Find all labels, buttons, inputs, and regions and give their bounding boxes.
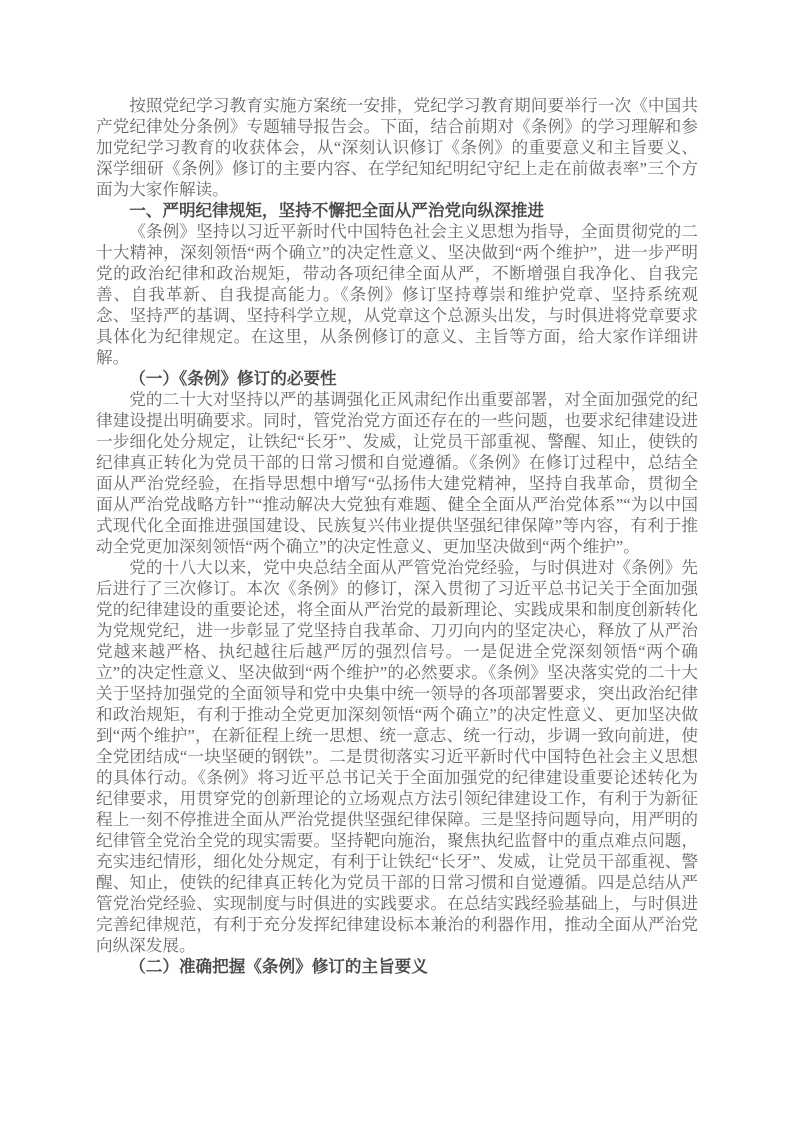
heading-section-1: 一、严明纪律规矩，坚持不懈把全面从严治党向纵深推进: [129, 201, 545, 220]
heading-subsection-1-2: （二）准确把握《条例》修订的主旨要义: [129, 957, 428, 976]
paragraph-intro: 按照党纪学习教育实施方案统一安排，党纪学习教育期间要举行一次《中国共产党纪律处分条例》专题辅导报告会。下面，结合前期对《条例》的学习理解和参加党纪学习教育的收获体会，从“深刻认识修订《条例》的重要意义和主旨要义、深学细研《条例》修订的主要内容、在学纪知纪明纪守纪上走在前做表率”三个方面为大家作解读。: [96, 96, 698, 199]
heading-subsection-1-1: （一）《条例》修订的必要性: [129, 369, 337, 388]
document-body: [96, 95, 698, 977]
paragraph-necessity-1: 党的二十大对坚持以严的基调强化正风肃纪作出重要部署，对全面加强党的纪律建设提出明确要求。同时，管党治党方面还存在的一些问题，也要求纪律建设进一步细化处分规定，让铁纪“长牙”、发威，让党员干部重视、警醒、知止，使铁的纪律真正转化为党员干部的日常习惯和自觉遵循。《条例》在修订过程中，总结全面从严治党经验，在指导思想中增写“弘扬伟大建党精神，坚持自我革命，贯彻全面从严治党战略方针”“推动解决大党独有难题、健全全面从严治党体系”“为以中国式现代化全面推进强国建设、民族复兴伟业提供坚强纪律保障”等内容，有利于推动全党更加深刻领悟“两个确立”的决定性意义、更加坚决做到“两个维护”。: [96, 390, 698, 556]
paragraph-necessity-2: 党的十八大以来，党中央总结全面从严管党治党经验，与时俱进对《条例》先后进行了三次修订。本次《条例》的修订，深入贯彻了习近平总书记关于全面加强党的纪律建设的重要论述，将全面从严治党的最新理论、实践成果和制度创新转化为党规党纪，进一步彰显了党坚持自我革命、刀刃向内的坚定决心，释放了从严治党越来越严格、执纪越往后越严厉的强烈信号。一是促进全党深刻领悟“两个确立”的决定性意义、坚决做到“两个维护”的必然要求。《条例》坚决落实党的二十大关于坚持加强党的全面领导和党中央集中统一领导的各项部署要求，突出政治纪律和政治规矩，有利于推动全党更加深刻领悟“两个确立”的决定性意义、更加坚决做到“两个维护”，在新征程上统一思想、统一意志、统一行动，步调一致向前进，使全党团结成“一块坚硬的钢铁”。二是贯彻落实习近平新时代中国特色社会主义思想的具体行动。《条例》将习近平总书记关于全面加强党的纪律建设重要论述转化为纪律要求，用贯穿党的创新理论的立场观点方法引领纪律建设工作，有利于为新征程上一刻不停推进全面从严治党提供坚强纪律保障。三是坚持问题导向，用严明的纪律管全党治全党的现实需要。坚持靶向施治，聚焦执纪监督中的重点难点问题，充实违纪情形，细化处分规定，有利于让铁纪“长牙”、发威，让党员干部重视、警醒、知止，使铁的纪律真正转化为党员干部的日常习惯和自觉遵循。四是总结从严管党治党经验、实现制度与时俱进的实践要求。在总结实践经验基础上，与时俱进完善纪律规范，有利于充分发挥纪律建设标本兼治的利器作用，推动全面从严治党向纵深发展。: [96, 558, 698, 955]
paragraph-section-1-overview: 《条例》坚持以习近平新时代中国特色社会主义思想为指导，全面贯彻党的二十大精神，深刻领悟“两个确立”的决定性意义、坚决做到“两个维护”，进一步严明党的政治纪律和政治规矩，带动各项纪律全面从严，不断增强自我净化、自我完善、自我革新、自我提高能力。《条例》修订坚持尊崇和维护党章、坚持系统观念、坚持严的基调、坚持科学立规，从党章这个总源头出发，与时俱进将党章要求具体化为纪律规定。在这里，从条例修订的意义、主旨等方面，给大家作详细讲解。: [96, 222, 698, 367]
